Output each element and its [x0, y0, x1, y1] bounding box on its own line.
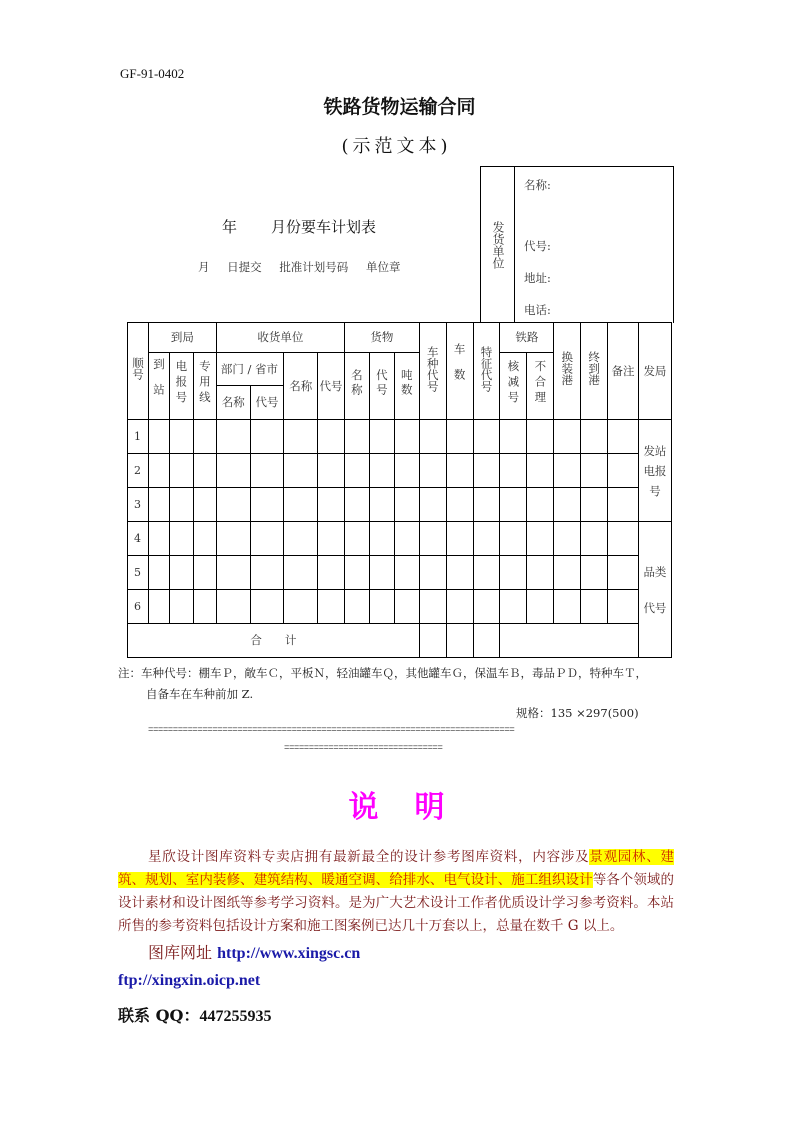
total-row	[128, 624, 672, 658]
table-row	[128, 556, 672, 590]
header-cargo-name	[344, 353, 369, 420]
cell[interactable]	[193, 590, 216, 624]
header-dao-zhan	[148, 353, 169, 420]
cell[interactable]	[527, 454, 554, 488]
row-number: 5	[128, 556, 149, 590]
cell[interactable]	[148, 556, 169, 590]
cell[interactable]	[169, 522, 193, 556]
shipper-phone-field[interactable]: 电话:	[524, 303, 551, 317]
cell[interactable]	[608, 488, 639, 522]
cell[interactable]	[148, 420, 169, 454]
header-receiver: 收货单位	[216, 323, 344, 353]
shipper-label-text: 发货单位	[491, 221, 505, 269]
side-label-category-code	[638, 522, 671, 658]
cell[interactable]	[581, 454, 608, 488]
cell[interactable]	[344, 556, 369, 590]
header-seq-text: 顺号	[130, 357, 145, 380]
table-row	[128, 522, 672, 556]
plan-table	[127, 322, 672, 658]
cell[interactable]	[473, 522, 500, 556]
separator-line: ==========================================================================	[148, 725, 515, 735]
cell[interactable]	[446, 420, 473, 454]
footnote-line-2: 自备车在车种前加 Z.	[146, 687, 254, 701]
cell[interactable]	[419, 454, 446, 488]
cell[interactable]	[581, 522, 608, 556]
qq-label: 联系 QQ：	[118, 1006, 200, 1025]
shipper-address-field[interactable]: 地址:	[524, 271, 551, 285]
cell[interactable]	[554, 454, 581, 488]
cell[interactable]	[169, 420, 193, 454]
cell[interactable]	[250, 420, 284, 454]
cell[interactable]	[148, 590, 169, 624]
cell[interactable]	[344, 590, 369, 624]
transfer-port-text: 换装港	[560, 351, 575, 386]
category-code-text: 品类代号	[643, 564, 667, 615]
explain-paragraph	[118, 846, 674, 938]
header-zhuan-yong-xian	[193, 353, 216, 420]
cell[interactable]	[473, 420, 500, 454]
total-car-type-cell[interactable]	[419, 624, 446, 658]
approval-number-label: 批准计划号码	[279, 260, 349, 274]
cell[interactable]	[608, 420, 639, 454]
cell[interactable]	[216, 488, 250, 522]
ftp-url-link[interactable]: ftp://xingxin.oicp.net	[118, 972, 261, 989]
plan-title-year: 年	[222, 218, 238, 236]
cell[interactable]	[284, 590, 318, 624]
header-special-code	[473, 323, 500, 420]
row-number: 3	[128, 488, 149, 522]
cell[interactable]	[419, 522, 446, 556]
cell[interactable]	[250, 454, 284, 488]
shipper-code-field[interactable]: 代号:	[524, 239, 551, 253]
cell[interactable]	[554, 420, 581, 454]
separator-line-short: ================================	[284, 743, 443, 753]
cell[interactable]	[473, 556, 500, 590]
cell[interactable]	[193, 522, 216, 556]
explain-heading	[0, 782, 793, 826]
zhuan-yong-xian-text: 专用线	[197, 360, 212, 407]
side-label-station-code: 发站电报号	[638, 420, 671, 522]
cell[interactable]	[318, 556, 345, 590]
table-row	[128, 420, 672, 454]
cell[interactable]	[193, 488, 216, 522]
cargo-code-text: 代号	[374, 369, 389, 398]
cell[interactable]	[527, 488, 554, 522]
cell[interactable]	[169, 556, 193, 590]
tonnage-text: 吨数	[399, 369, 414, 398]
site-label: 图库网址	[148, 943, 213, 962]
cell[interactable]	[394, 488, 419, 522]
cell[interactable]	[500, 590, 527, 624]
cell[interactable]	[216, 454, 250, 488]
dao-zhan-text: 到站	[151, 358, 166, 409]
cell[interactable]	[473, 454, 500, 488]
cell[interactable]	[394, 556, 419, 590]
cell[interactable]	[608, 522, 639, 556]
header-remarks: 备注	[608, 323, 639, 420]
cell[interactable]	[369, 522, 394, 556]
cell[interactable]	[169, 590, 193, 624]
cell[interactable]	[148, 488, 169, 522]
cell[interactable]	[216, 420, 250, 454]
cell[interactable]	[318, 590, 345, 624]
unit-seal-label: 单位章	[365, 260, 401, 274]
footnote-line-1: 注：车种代号：棚车Ｐ，敞车Ｃ，平板Ｎ，轻油罐车Ｑ，其他罐车Ｇ，保温车Ｂ，毒品ＰＤ，特种车Ｔ，	[118, 666, 647, 680]
cell[interactable]	[419, 556, 446, 590]
cell[interactable]	[284, 454, 318, 488]
cell[interactable]	[394, 454, 419, 488]
cell[interactable]	[284, 488, 318, 522]
dian-bao-hao-text: 电报号	[174, 360, 189, 407]
header-cargo: 货物	[344, 323, 419, 353]
unreasonable-text: 不合理	[533, 360, 548, 407]
cell[interactable]	[169, 488, 193, 522]
table-row	[128, 454, 672, 488]
para-highlight: 景观园林、建筑、规划、室内装修、建筑结构、暖通空调、给排水、电气设计、施工组织设计	[118, 849, 675, 888]
cell[interactable]	[284, 556, 318, 590]
row-number: 1	[128, 420, 149, 454]
qq-line	[118, 1003, 271, 1026]
site-url-link[interactable]: http://www.xingsc.cn	[217, 945, 361, 962]
shipper-fields	[515, 167, 673, 323]
document-code: GF-91-0402	[120, 66, 185, 81]
total-remaining-cell[interactable]	[500, 624, 638, 658]
cell[interactable]	[148, 454, 169, 488]
cell[interactable]	[608, 590, 639, 624]
heading-char-2: 明	[414, 790, 445, 825]
cell[interactable]	[446, 488, 473, 522]
cell[interactable]	[500, 420, 527, 454]
cell[interactable]	[284, 522, 318, 556]
cell[interactable]	[369, 488, 394, 522]
header-cargo-code	[369, 353, 394, 420]
cell[interactable]	[216, 522, 250, 556]
plan-title-rest: 月份要车计划表	[271, 218, 377, 236]
terminal-port-text: 终到港	[587, 351, 602, 386]
cell[interactable]	[500, 454, 527, 488]
cell[interactable]	[608, 556, 639, 590]
cell[interactable]	[250, 556, 284, 590]
heading-char-1: 说	[348, 790, 379, 825]
cell[interactable]	[500, 488, 527, 522]
cell[interactable]	[394, 522, 419, 556]
cell[interactable]	[554, 522, 581, 556]
cell[interactable]	[554, 590, 581, 624]
cell[interactable]	[581, 556, 608, 590]
cell[interactable]	[473, 590, 500, 624]
table-row	[128, 488, 672, 522]
cell[interactable]	[344, 488, 369, 522]
cell[interactable]	[250, 522, 284, 556]
cell[interactable]	[446, 556, 473, 590]
cell[interactable]	[581, 590, 608, 624]
header-seq	[128, 323, 149, 420]
footnote	[118, 663, 647, 705]
cell[interactable]	[419, 488, 446, 522]
month-label: 月	[198, 260, 210, 274]
cell[interactable]	[216, 590, 250, 624]
cell[interactable]	[148, 522, 169, 556]
cell[interactable]	[344, 522, 369, 556]
cell[interactable]	[581, 488, 608, 522]
cell[interactable]	[500, 522, 527, 556]
car-type-code-text: 车种代号	[425, 345, 440, 392]
qq-number: 447255935	[199, 1008, 272, 1025]
cell[interactable]	[527, 420, 554, 454]
shipper-name-field[interactable]: 名称:	[524, 178, 551, 192]
cell[interactable]	[419, 420, 446, 454]
cell[interactable]	[394, 420, 419, 454]
document-subtitle: (示范文本)	[341, 136, 452, 157]
para-text-before: 星欣设计图库资料专卖店拥有最新最全的设计参考图库资料，内容涉及	[148, 849, 590, 865]
cell[interactable]	[169, 454, 193, 488]
cell[interactable]	[193, 556, 216, 590]
cell[interactable]	[369, 420, 394, 454]
table-row	[128, 590, 672, 624]
header-approved-code	[500, 353, 527, 420]
cell[interactable]	[446, 454, 473, 488]
total-special-cell[interactable]	[473, 624, 500, 658]
cell[interactable]	[250, 590, 284, 624]
header-tonnage	[394, 353, 419, 420]
cell[interactable]	[318, 522, 345, 556]
row-number: 6	[128, 590, 149, 624]
cell[interactable]	[250, 488, 284, 522]
cell[interactable]	[527, 522, 554, 556]
row-number: 2	[128, 454, 149, 488]
cell[interactable]	[318, 454, 345, 488]
cell[interactable]	[446, 522, 473, 556]
cell[interactable]	[318, 488, 345, 522]
header-dept-code: 代号	[250, 386, 284, 420]
header-railway: 铁路	[500, 323, 554, 353]
shipper-box	[480, 166, 674, 323]
cell[interactable]	[369, 454, 394, 488]
document-title	[0, 92, 793, 119]
cell[interactable]	[193, 454, 216, 488]
cell[interactable]	[527, 556, 554, 590]
cell[interactable]	[318, 420, 345, 454]
header-dian-bao-hao	[169, 353, 193, 420]
header-receiver-name: 名称	[284, 353, 318, 420]
header-unreasonable	[527, 353, 554, 420]
para-text-after: 等各个领域的设计素材和设计图纸等参考学习资料。是为广大艺术设计工作者优质设计学习参考资料。本站所售的参考资料包括设计方案和施工图案例已达几十万套以上，总量在数千 G 以上。	[118, 872, 674, 934]
total-car-count-cell[interactable]	[446, 624, 473, 658]
cell[interactable]	[419, 590, 446, 624]
cell[interactable]	[581, 420, 608, 454]
cell[interactable]	[284, 420, 318, 454]
cell[interactable]	[500, 556, 527, 590]
total-label: 合 计	[128, 624, 420, 658]
plan-subline	[198, 259, 414, 275]
header-dept-name: 名称	[216, 386, 250, 420]
cell[interactable]	[608, 454, 639, 488]
submit-date-label: 日提交	[227, 260, 262, 274]
header-car-type-code	[419, 323, 446, 420]
header-receiver-code: 代号	[318, 353, 345, 420]
header-car-count	[446, 323, 473, 420]
title-text: 铁路货物运输合同	[323, 96, 476, 118]
shipper-label	[481, 167, 515, 323]
approved-code-text: 核减号	[506, 360, 521, 407]
cell[interactable]	[369, 590, 394, 624]
cell[interactable]	[344, 454, 369, 488]
row-number: 4	[128, 522, 149, 556]
cell[interactable]	[446, 590, 473, 624]
header-terminal-port	[581, 323, 608, 420]
cell[interactable]	[394, 590, 419, 624]
cell[interactable]	[193, 420, 216, 454]
header-dept-province: 部门 / 省市	[216, 353, 284, 386]
cell[interactable]	[216, 556, 250, 590]
cell[interactable]	[554, 488, 581, 522]
cell[interactable]	[369, 556, 394, 590]
cell[interactable]	[527, 590, 554, 624]
car-count-text: 车数	[452, 343, 467, 394]
header-origin-bureau: 发局	[638, 323, 671, 420]
header-transfer-port	[554, 323, 581, 420]
header-dao-ju: 到局	[148, 323, 216, 353]
plan-title	[222, 216, 376, 237]
cell[interactable]	[473, 488, 500, 522]
spec-text: 规格：135 ×297(500)	[516, 706, 639, 720]
cell[interactable]	[344, 420, 369, 454]
special-code-text: 特征代号	[479, 345, 494, 392]
cargo-name-text: 名称	[349, 369, 364, 398]
site-line	[148, 940, 360, 963]
cell[interactable]	[554, 556, 581, 590]
